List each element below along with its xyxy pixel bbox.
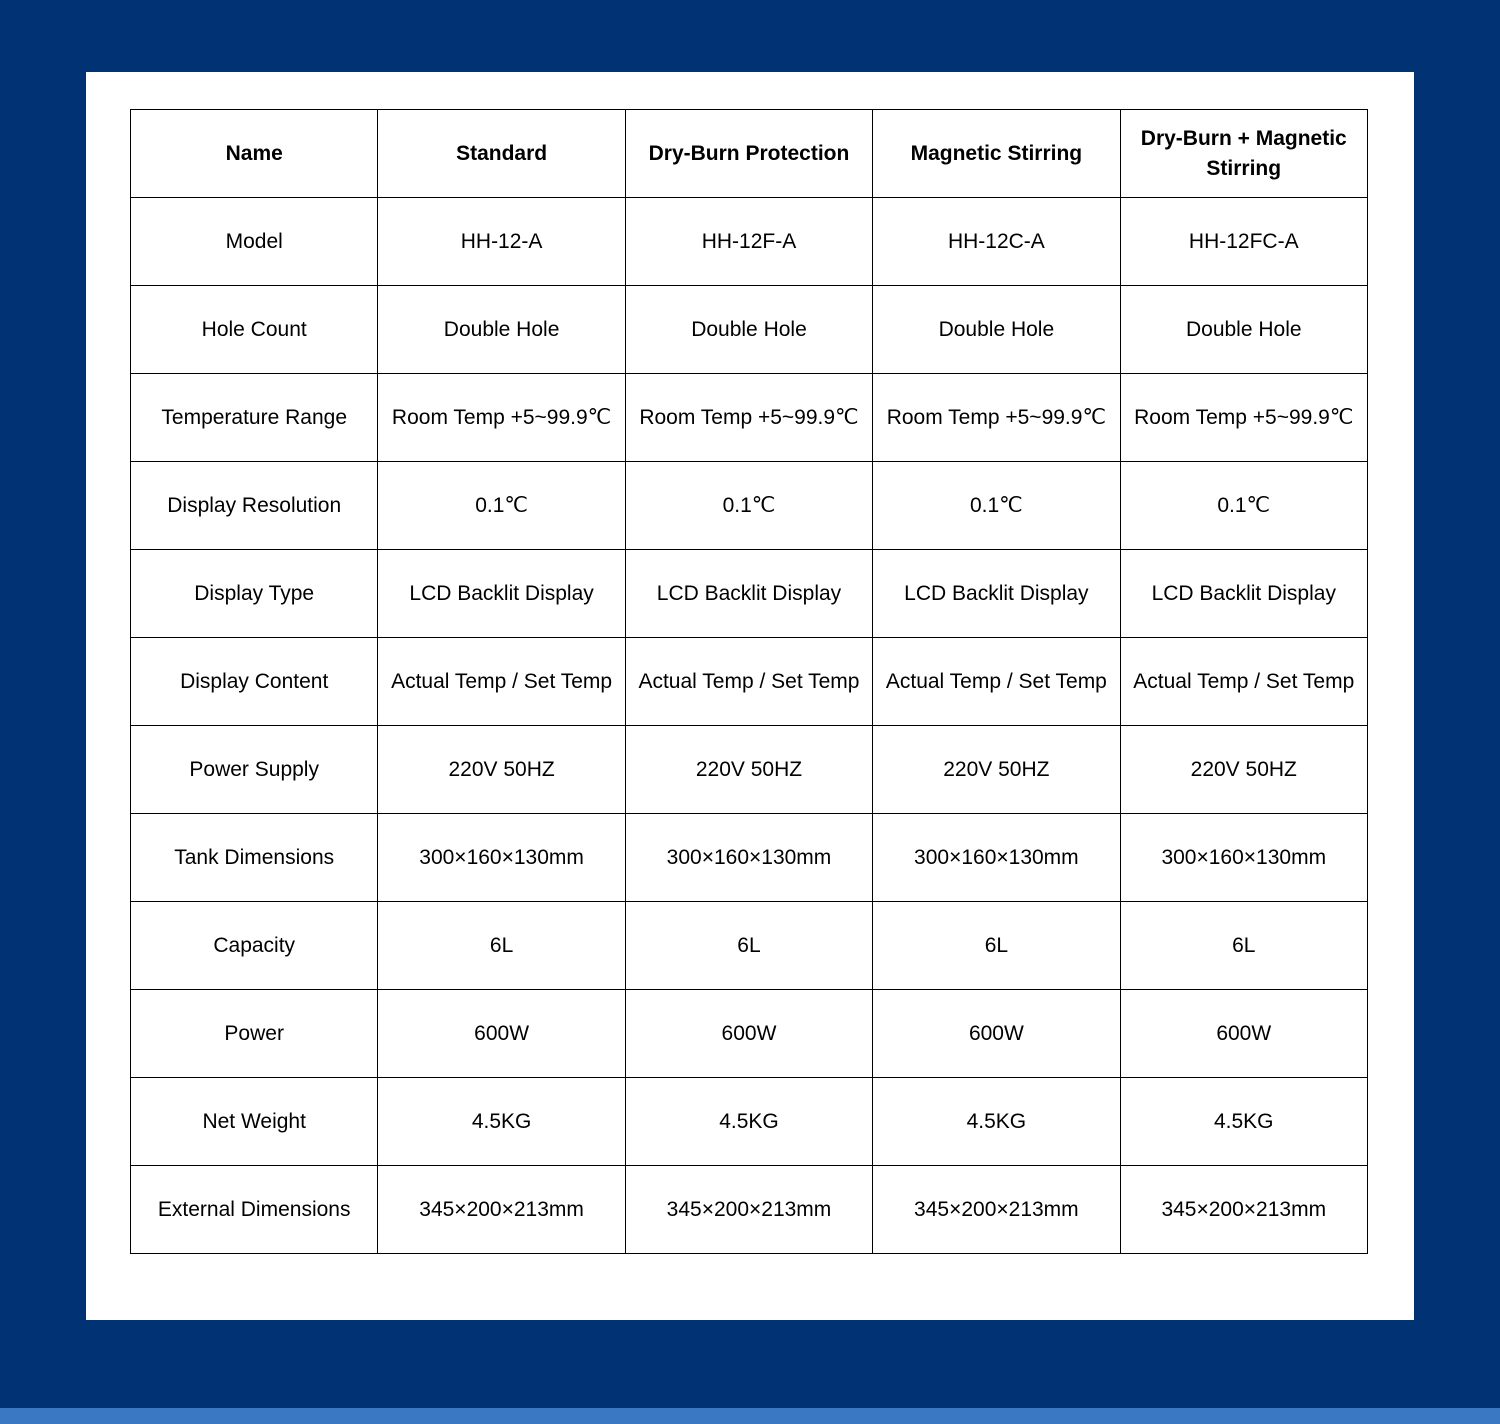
row-label: External Dimensions [131, 1166, 378, 1254]
table-cell: HH-12F-A [625, 198, 872, 286]
table-row [131, 1166, 1368, 1254]
table-cell: 300×160×130mm [378, 814, 625, 902]
table-row [131, 1078, 1368, 1166]
table-cell: LCD Backlit Display [1120, 550, 1367, 638]
table-cell: 600W [625, 990, 872, 1078]
table-cell: 6L [1120, 902, 1367, 990]
table-cell: 0.1℃ [1120, 462, 1367, 550]
table-cell: LCD Backlit Display [873, 550, 1120, 638]
table-cell: 6L [625, 902, 872, 990]
row-label: Display Type [131, 550, 378, 638]
table-cell: Actual Temp / Set Temp [1120, 638, 1367, 726]
table-cell: Double Hole [1120, 286, 1367, 374]
table-row [131, 462, 1368, 550]
table-cell: 600W [1120, 990, 1367, 1078]
table-cell: Room Temp +5~99.9℃ [1120, 374, 1367, 462]
table-row [131, 814, 1368, 902]
table-row [131, 550, 1368, 638]
table-row [131, 990, 1368, 1078]
bottom-strip [0, 1408, 1500, 1424]
header-name: Name [131, 110, 378, 198]
row-label: Display Resolution [131, 462, 378, 550]
table-cell: 220V 50HZ [378, 726, 625, 814]
table-row [131, 286, 1368, 374]
table-row [131, 726, 1368, 814]
table-cell: 345×200×213mm [625, 1166, 872, 1254]
row-label: Tank Dimensions [131, 814, 378, 902]
table-cell: 300×160×130mm [625, 814, 872, 902]
table-cell: 300×160×130mm [1120, 814, 1367, 902]
row-label: Hole Count [131, 286, 378, 374]
row-label: Model [131, 198, 378, 286]
table-cell: LCD Backlit Display [625, 550, 872, 638]
table-cell: Actual Temp / Set Temp [625, 638, 872, 726]
table-cell: Double Hole [873, 286, 1120, 374]
table-cell: Double Hole [378, 286, 625, 374]
spec-card [86, 72, 1414, 1320]
row-label: Power [131, 990, 378, 1078]
table-cell: 6L [873, 902, 1120, 990]
table-cell: 345×200×213mm [1120, 1166, 1367, 1254]
table-cell: 0.1℃ [625, 462, 872, 550]
table-cell: 4.5KG [873, 1078, 1120, 1166]
table-row [131, 638, 1368, 726]
table-cell: Room Temp +5~99.9℃ [873, 374, 1120, 462]
row-label: Display Content [131, 638, 378, 726]
table-cell: 220V 50HZ [625, 726, 872, 814]
table-cell: 300×160×130mm [873, 814, 1120, 902]
header-dry-burn-magnetic-stirring: Dry-Burn + Magnetic Stirring [1120, 110, 1367, 198]
table-cell: 600W [873, 990, 1120, 1078]
row-label: Capacity [131, 902, 378, 990]
table-cell: 220V 50HZ [873, 726, 1120, 814]
table-cell: Actual Temp / Set Temp [873, 638, 1120, 726]
table-cell: 345×200×213mm [873, 1166, 1120, 1254]
table-cell: HH-12C-A [873, 198, 1120, 286]
table-cell: Room Temp +5~99.9℃ [625, 374, 872, 462]
table-cell: 6L [378, 902, 625, 990]
table-cell: HH-12-A [378, 198, 625, 286]
table-cell: Room Temp +5~99.9℃ [378, 374, 625, 462]
spec-table [130, 109, 1368, 1254]
header-standard: Standard [378, 110, 625, 198]
table-cell: Double Hole [625, 286, 872, 374]
table-cell: 600W [378, 990, 625, 1078]
table-cell: LCD Backlit Display [378, 550, 625, 638]
table-cell: 4.5KG [378, 1078, 625, 1166]
table-cell: 0.1℃ [873, 462, 1120, 550]
table-cell: 220V 50HZ [1120, 726, 1367, 814]
table-row [131, 374, 1368, 462]
table-row [131, 198, 1368, 286]
table-cell: HH-12FC-A [1120, 198, 1367, 286]
header-magnetic-stirring: Magnetic Stirring [873, 110, 1120, 198]
table-cell: 0.1℃ [378, 462, 625, 550]
table-cell: Actual Temp / Set Temp [378, 638, 625, 726]
header-dry-burn-protection: Dry-Burn Protection [625, 110, 872, 198]
row-label: Temperature Range [131, 374, 378, 462]
table-cell: 4.5KG [625, 1078, 872, 1166]
table-header-row [131, 110, 1368, 198]
row-label: Power Supply [131, 726, 378, 814]
table-row [131, 902, 1368, 990]
table-cell: 4.5KG [1120, 1078, 1367, 1166]
row-label: Net Weight [131, 1078, 378, 1166]
table-cell: 345×200×213mm [378, 1166, 625, 1254]
